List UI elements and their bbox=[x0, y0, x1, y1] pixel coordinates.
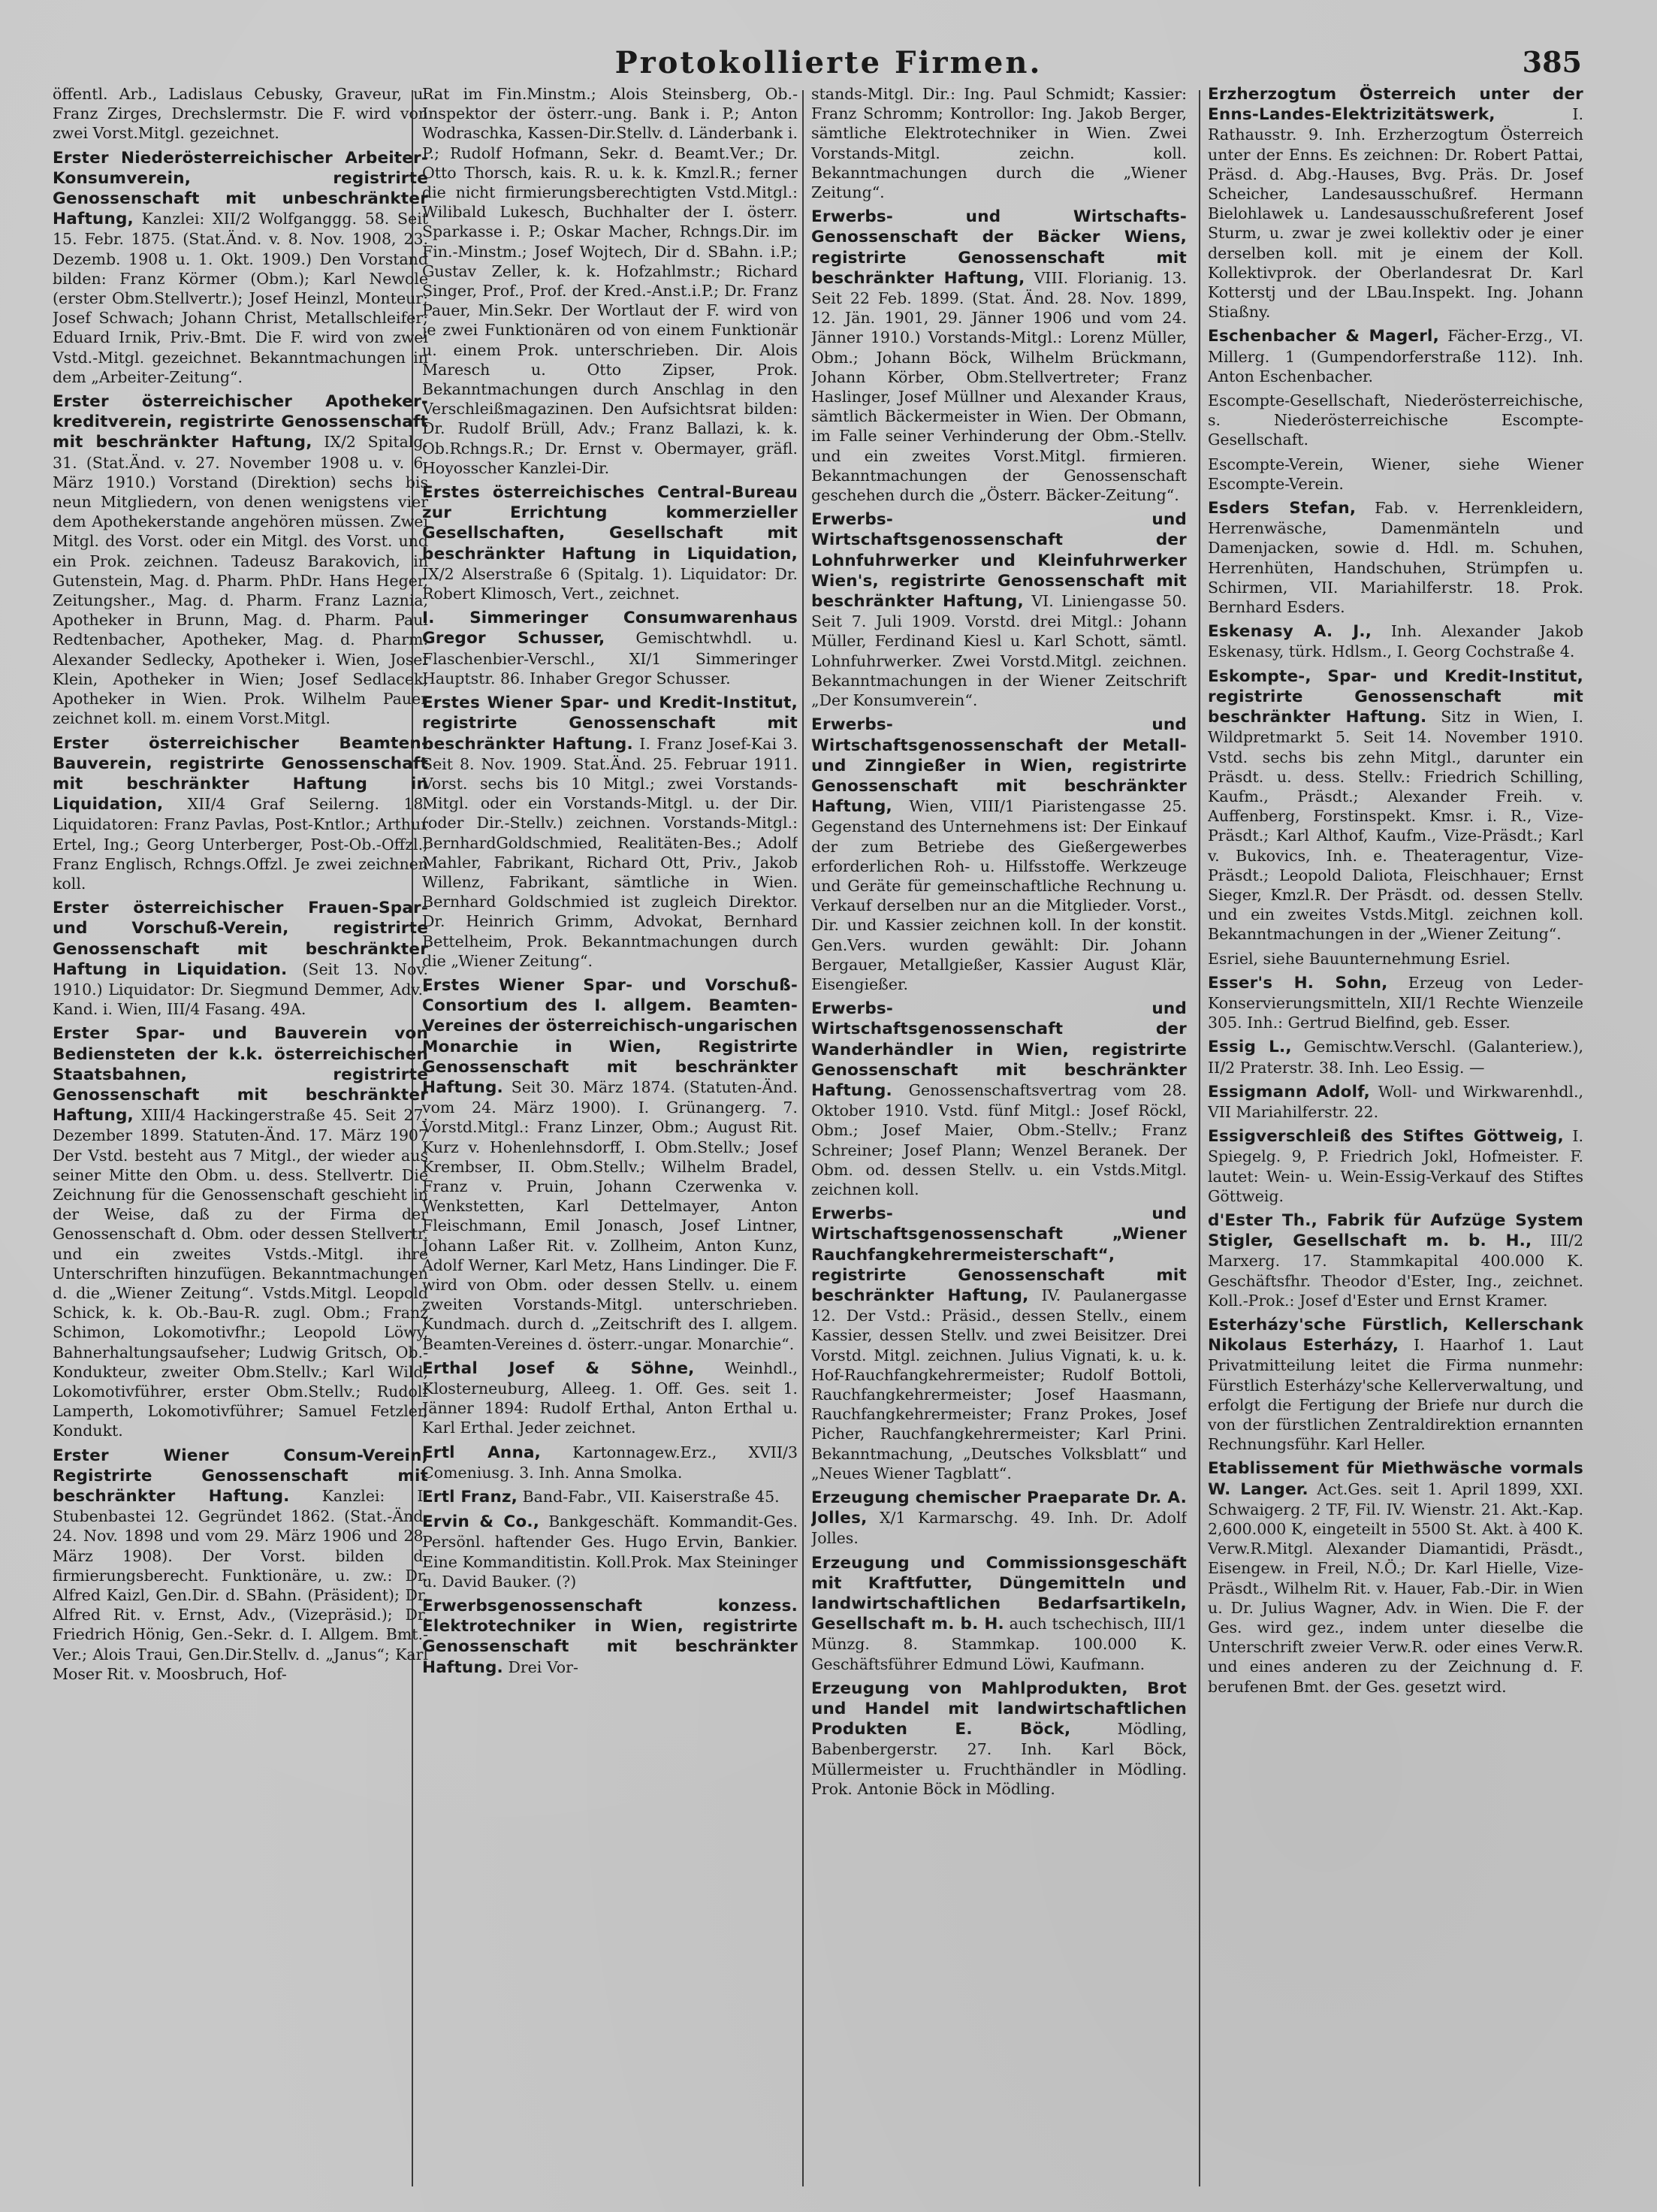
firm-details: XII/4 Graf Seilerng. 18. Liquidatoren: Franz Pavlas, Post-Kntlor.; Arthur Ertel, Ing.; Georg Unterberger, Post-Ob.-Offzl.; Franz Englisch, Rchngs.Offzl. Je zwei zeichnen koll. bbox=[53, 795, 428, 893]
firm-name: Erster Niederösterreichischer Arbeiter-Konsumverein, registrirte Genossenschaft mit unbeschränkter Haftung, bbox=[53, 148, 428, 229]
firm-name: Erster österreichischer Apotheker-kreditverein, registrirte Genossenschaft mit beschränkter Haftung, bbox=[53, 392, 428, 452]
firm-details: Genossenschaftsvertrag vom 28. Oktober 1910. Vstd. fünf Mitgl.: Josef Röckl, Obm.; Josef Maier, Obm.-Stellv.; Franz Schreiner; Josef Plann; Wenzel Beranek. Der Obm. od. dessen Stellv. u. ein Vstds.Mitgl. zeichnen koll. bbox=[811, 1080, 1187, 1198]
firm-name: Erster Spar- und Bauverein von Bediensteten der k.k. österreichischen Staatsbahnen, registrirte Genossenschaft mit beschränkter Haftung, bbox=[53, 1024, 428, 1126]
firm-entry bbox=[1208, 1210, 1583, 1310]
column-4 bbox=[1208, 84, 1583, 2188]
firm-entry bbox=[811, 509, 1187, 710]
firm-entry bbox=[1208, 621, 1583, 661]
firm-name: Erster österreichischer Beamten-Bauverein, registrirte Genossenschaft mit beschränkter Haftung in Liquidation, bbox=[53, 733, 428, 814]
firm-name: Erster österreichischer Frauen-Spar- und Vorschuß-Verein, registrirte Genossenschaft mit beschränkter Haftung in Liquidation. bbox=[53, 899, 428, 979]
firm-entry bbox=[53, 1023, 428, 1440]
firm-details: Seit 30. März 1874. (Statuten-Änd. vom 24. März 1900). I. Grünangerg. 7. Vorstd.Mitgl.: Franz Linzer, Obm.; August Rit. Kurz v. Hohenlehnsdorff, I. Obm.Stellv.; Josef Krembser, II. Obm.Stellv.; Wilhelm Bradel, Franz v. Pruin, Johann Czerwenka v. Wenkstetten, Karl Dettelmayer, Anton Fleischmann, Emil Jonasch, Josef Lintner, Johann Laßer Rit. v. Zollheim, Anton Kunz, Adolf Werner, Karl Metz, Hans Lindinger. Die F. wird von Obm. oder dessen Stellv. u. einem zweiten Vorstands-Mitgl. unterschrieben. Kundmach. durch d. „Zeitschrift des I. allgem. Beamten-Vereines d. österr.-ungar. Monarchie“. bbox=[422, 1077, 798, 1353]
firm-entry bbox=[422, 1512, 798, 1591]
firm-details: stands-Mitgl. Dir.: Ing. Paul Schmidt; Kassier: Franz Schromm; Kontrollor: Ing. Jakob Berger, sämtliche Elektrotechniker in Wien. Zwei Vorstands-Mitgl. zeichn. koll. Bekanntmachungen durch die „Wiener Zeitung“. bbox=[811, 85, 1187, 202]
firm-name: Ertl Anna, bbox=[422, 1443, 542, 1462]
firm-details: XIII/4 Hackingerstraße 45. Seit 27. Dezember 1899. Statuten-Änd. 17. März 1907 Der Vstd. besteht aus 7 Mitgl., der wieder aus seiner Mitte den Obm. u. dess. Stellvertr. Die Zeichnung für die Genossenschaft geschieht in der Weise, daß zu der Firma der Genossenschaft d. Obm. oder dessen Stellvertr. und ein zweites Vstds.-Mitgl. ihre Unterschriften hinzufügen. Bekanntmachungen d. die „Wiener Zeitung“. Vstds.Mitgl. Leopold Schick, k. k. Ob.-Bau-R. zugl. Obm.; Franz Schimon, Lokomotivfhr.; Leopold Löwy, Bahnerhaltungsaufseher; Ludwig Gritsch, Ob.-Kondukteur, zweiter Obm.Stellv.; Karl Wild, Lokomotivführer, erster Obm.Stellv.; Rudolf Lamperth, Lokomotivführer; Samuel Fetzler, Kondukt. bbox=[53, 1106, 428, 1440]
firm-entry bbox=[811, 1488, 1187, 1549]
firm-entry bbox=[1208, 455, 1583, 494]
firm-entry bbox=[811, 1679, 1187, 1799]
column-3 bbox=[811, 84, 1187, 2188]
firm-name: d'Ester Th., Fabrik für Aufzüge System Stigler, Gesellschaft m. b. H., bbox=[1208, 1210, 1583, 1251]
firm-details: Weinhdl., Klosterneuburg, Alleeg. 1. Off. Ges. seit 1. Jänner 1894: Rudolf Erthal, Anton Erthal u. Karl Erthal. Jeder zeichnet. bbox=[422, 1358, 798, 1437]
firm-details: Bankgeschäft. Kommandit-Ges. Persönl. haftender Ges. Hugo Ervin, Bankier. Eine Kommanditistin. Koll.Prok. Max Steininger u. David Bauker. (?) bbox=[422, 1512, 798, 1591]
firm-details: III/2 Marxerg. 17. Stammkapital 400.000 K. Geschäftsfhr. Theodor d'Ester, Ing., zeichnet. Koll.-Prok.: Josef d'Ester und Ernst Kramer. bbox=[1208, 1231, 1583, 1310]
firm-entry bbox=[1208, 973, 1583, 1033]
firm-entry bbox=[1208, 949, 1583, 969]
firm-name: Erzeugung chemischer Praeparate Dr. A. Jolles, bbox=[811, 1488, 1187, 1528]
firm-details: (Seit 13. Nov. 1910.) Liquidator: Dr. Siegmund Demmer, Adv.-Kand. i. Wien, III/4 Fasang. 49A. bbox=[53, 959, 428, 1019]
firm-name: Erstes Wiener Spar- und Vorschuß-Consortium des I. allgem. Beamten-Vereines der österreichisch-ungarischen Monarchie in Wien, Registrirte Genossenschaft mit beschränkter Haftung. bbox=[422, 975, 798, 1097]
firm-entry bbox=[422, 975, 798, 1354]
column-divider bbox=[1199, 90, 1200, 2186]
firm-name: Essigverschleiß des Stiftes Göttweig, bbox=[1208, 1127, 1564, 1147]
firm-entry bbox=[1208, 1082, 1583, 1122]
firm-details: Sitz in Wien, I. Wildpretmarkt 5. Seit 14. November 1910. Vstd. sechs bis zehn Mitgl., darunter ein Präsdt. u. dess. Stellv.: Friedrich Schilling, Kaufm., Präsdt.; Alexander Freih. v. Auffenberg, Forstinspekt. Kmsr. i. R., Vize-Präsdt.; Karl Althof, Kaufm., Vize-Präsdt.; Karl v. Bukovics, Inh. e. Theateragentur, Vize-Präsdt.; Leopold Daliota, Fleischhauer; Ernst Sieger, Kmzl.R. Der Präsdt. od. dessen Stellv. und ein zweites Vstds.Mitgl. zeichnen koll. Bekanntmachungen in der „Wiener Zeitung“. bbox=[1208, 708, 1583, 944]
firm-name: Essigmann Adolf, bbox=[1208, 1082, 1370, 1101]
firm-entry bbox=[422, 693, 798, 971]
firm-name: Erzherzogtum Österreich unter der Enns-Landes-Elektrizitätswerk, bbox=[1208, 85, 1583, 125]
firm-details: Gemischtwhdl. u. Flaschenbier-Verschl., XI/1 Simmeringer Hauptstr. 86. Inhaber Gregor Schusser. bbox=[422, 629, 798, 687]
firm-details: öffentl. Arb., Ladislaus Cebusky, Graveur, u. Franz Zirges, Drechslermstr. Die F. wird von zwei Vorst.Mitgl. gezeichnet. bbox=[53, 85, 428, 143]
firm-entry bbox=[1208, 391, 1583, 450]
firm-name: Erwerbs- und Wirtschaftsgenossenschaft der Wanderhändler in Wien, registrirte Genossenschaft mit beschränkter Haftung. bbox=[811, 999, 1187, 1100]
firm-details: X/1 Karmarschg. 49. Inh. Dr. Adolf Jolles. bbox=[811, 1509, 1187, 1548]
firm-name: Erthal Josef & Söhne, bbox=[422, 1358, 695, 1378]
firm-name: I. Simmeringer Consumwarenhaus Gregor Schusser, bbox=[422, 609, 798, 648]
firm-name: Erwerbs- und Wirtschaftsgenossenschaft der Metall- und Zinngießer in Wien, registrirte Genossenschaft mit beschränkter Haftung, bbox=[811, 715, 1187, 817]
firm-entry bbox=[811, 207, 1187, 505]
firm-entry bbox=[1208, 84, 1583, 322]
firm-entry bbox=[1208, 1037, 1583, 1077]
column-1 bbox=[53, 84, 428, 2188]
firm-name: Erwerbs- und Wirtschaftsgenossenschaft „Wiener Rauchfangkehrermeisterschaft“, registrirte Genossenschaft mit beschränkter Haftung, bbox=[811, 1204, 1187, 1305]
firm-details: IV. Paulanergasse 12. Der Vstd.: Präsid., dessen Stellv., einem Kassier, dessen Stellv. und zwei Beisitzer. Drei Vorstd. Mitgl. zeichnen. Julius Vignati, k. u. k. Hof-Rauchfangkehrermeister; Rudolf Bottoli, Rauchfangkehrermeister; Josef Haasmann, Rauchfangkehrermeister; Franz Prokes, Josef Picher, Rauchfangkehrermeister; Karl Prini. Bekanntmachung, „Deutsches Volksblatt“ und „Neues Wiener Tagblatt“. bbox=[811, 1286, 1187, 1482]
firm-name: Erwerbs- und Wirtschafts-Genossenschaft der Bäcker Wiens, registrirte Genossenschaft mit beschränkter Haftung, bbox=[811, 207, 1187, 288]
firm-entry bbox=[53, 1446, 428, 1684]
firm-details: I. Franz Josef-Kai 3. Seit 8. Nov. 1909. Stat.Änd. 25. Februar 1911. Vorst. sechs bis 10 Mitgl.; zwei Vorstands-Mitgl. oder ein Vorstands-Mitgl. u. der Dir. (oder Dir.-Stellv.) zeichnen. Vorstands-Mitgl.: BernhardGoldschmied, Realitäten-Bes.; Adolf Mahler, Fabrikant, Richard Ott, Priv., Jakob Willenz, Fabrikant, sämtliche in Wien. Bernhard Goldschmied ist zugleich Direktor. Dr. Heinrich Grimm, Advokat, Bernhard Bettelheim, Prok. Bekanntmachungen durch die „Wiener Zeitung“. bbox=[422, 734, 798, 970]
firm-name: Erster Wiener Consum-Verein, Registrirte Genossenschaft mit beschränkter Haftung. bbox=[53, 1446, 428, 1506]
firm-name: Erzeugung von Mahlprodukten, Brot und Handel mit landwirtschaftlichen Produkten E. Böck, bbox=[811, 1679, 1187, 1739]
firm-entry bbox=[422, 482, 798, 603]
firm-entry bbox=[422, 1487, 798, 1507]
firm-entry bbox=[811, 1553, 1187, 1674]
firm-entry bbox=[422, 1596, 798, 1678]
firm-name: Ertl Franz, bbox=[422, 1488, 518, 1507]
firm-entry bbox=[1208, 1126, 1583, 1206]
column-divider bbox=[802, 90, 804, 2186]
firm-name: Erwerbsgenossenschaft konzess. Elektrotechniker in Wien, registrirte Genossenschaft mit beschränkter Haftung. bbox=[422, 1597, 798, 1677]
firm-details: Fab. v. Herrenkleidern, Herrenwäsche, Damenmänteln und Damenjacken, sowie d. Hdl. m. Schuhen, Herrenhüten, Handschuhen, Strümpfen u. Schirmen, VII. Mariahilferstr. 18. Prok. Bernhard Esders. bbox=[1208, 499, 1583, 617]
firm-details: Kartonnagew.Erz., XVII/3 Comeniusg. 3. Inh. Anna Smolka. bbox=[422, 1443, 798, 1482]
firm-entry bbox=[53, 898, 428, 1019]
column-2 bbox=[422, 84, 798, 2188]
firm-entry bbox=[53, 391, 428, 728]
firm-details: VIII. Florianig. 13. Seit 22 Feb. 1899. (Stat. Änd. 28. Nov. 1899, 12. Jän. 1901, 29. Jänner 1906 und vom 24. Jänner 1910.) Vorstands-Mitgl.: Lorenz Müller, Obm.; Johann Böck, Wilhelm Brückmann, Johann Körber, Obm.Stellvertreter; Franz Haslinger, Josef Müllner und Alexander Kraus, sämtlich Bäckermeister in Wien. Der Obmann, im Falle seiner Verhinderung der Obm.-Stellv. und ein zweites Vorst.Mitgl. firmieren. Bekanntmachungen der Genossenschaft geschehen durch die „Österr. Bäcker-Zeitung“. bbox=[811, 268, 1187, 505]
firm-entry bbox=[1208, 1458, 1583, 1696]
firm-details: Erzeug von Leder-Konservierungsmitteln, XII/1 Rechte Wienzeile 305. Inh.: Gertrud Bielfind, geb. Esser. bbox=[1208, 973, 1583, 1032]
firm-entry bbox=[1208, 666, 1583, 944]
firm-name: Erstes österreichisches Central-Bureau zur Errichtung kommerzieller Gesellschaften, Gesellschaft mit beschränkter Haftung in Liquidation, bbox=[422, 483, 798, 564]
firm-details: Inh. Alexander Jakob Eskenasy, türk. Hdlsm., I. Georg Cochstraße 4. bbox=[1208, 622, 1583, 661]
firm-details: IX/2 Spitalg. 31. (Stat.Änd. v. 27. November 1908 u. v. 6. März 1910.) Vorstand (Direktion) sechs bis neun Mitgliedern, von denen wenigstens vier dem Apothekerstande angehören müssen. Zwei Mitgl. des Vorst. oder ein Mitgl. des Vorst. und ein Prok. zeichnen. Tadeusz Barakovich, in Gutenstein, Mag. d. Pharm. PhDr. Hans Heger, Zeitungsher., Mag. d. Pharm. Franz Laznia, Apotheker in Brunn, Mag. d. Pharm. Paul Redtenbacher, Apotheker, Mag. d. Pharm. Alexander Sedlecky, Apotheker i. Wien, Josef Klein, Apotheker in Wien; Josef Sedlacek, Apotheker in Wien. Prok. Wilhelm Pauer zeichnet koll. m. einem Vorst.Mitgl. bbox=[53, 433, 428, 728]
firm-name: Esser's H. Sohn, bbox=[1208, 973, 1388, 993]
firm-entry bbox=[1208, 1315, 1583, 1454]
firm-name: Erwerbs- und Wirtschaftsgenossenschaft der Lohnfuhrwerker und Kleinfuhrwerker Wien's, registrirte Genossenschaft mit beschränkter Haftung, bbox=[811, 510, 1187, 612]
firm-name: Eskenasy A. J., bbox=[1208, 622, 1372, 642]
firm-details: I. Haarhof 1. Laut Privatmitteilung leitet die Firma nunmehr: Fürstlich Esterházy'sche Kellerverwaltung, und erfolgt die Fertigung der Briefe nur durch die von der fürstlichen Zentraldirektion ernannten Rechnungsführ. Karl Heller. bbox=[1208, 1336, 1583, 1454]
firm-name: Eskompte-, Spar- und Kredit-Institut, registrirte Genossenschaft mit beschränkter Haftung. bbox=[1208, 666, 1583, 727]
firm-name: Eschenbacher & Magerl, bbox=[1208, 327, 1439, 346]
firm-entry bbox=[422, 608, 798, 688]
firm-details: Act.Ges. seit 1. April 1899, XXI. Schwaigerg. 2 TF, Fil. IV. Wienstr. 21. Akt.-Kap. 2,600.000 K, eingeteilt in 5500 St. Akt. à 400 K. Verw.R.Mitgl. Alexander Diamantidi, Präsdt., Eisengew. in Freil, N.Ö.; Dr. Karl Hielle, Vize-Präsdt., Wilhelm Rit. v. Hauer, Fab.-Dir. in Wien u. Dr. Julius Wagner, Adv. in Wien. Die F. der Ges. wird gez., indem unter dieselbe die Unterschrift zweier Verw.R. oder eines Verw.R. und eines anderen zu der Zeichnung d. F. berufenen Bmt. der Ges. gesetzt wird. bbox=[1208, 1479, 1583, 1696]
running-title: Protokollierte Firmen. bbox=[614, 45, 1043, 80]
firm-details: Kanzlei: XII/2 Wolfganggg. 58. Seit 15. Febr. 1875. (Stat.Änd. v. 8. Nov. 1908, 23. Dezemb. 1908 u. 1. Okt. 1909.) Den Vorstand bilden: Franz Körmer (Obm.); Karl Newole (erster Obm.Stellvertr.); Josef Heinzl, Monteur; Josef Schwach; Johann Christ, Metallschleifer; Eduard Irnik, Priv.-Bmt. Die F. wird von zwei Vstd.-Mitgl. gezeichnet. Bekanntmachungen in dem „Arbeiter-Zeitung“. bbox=[53, 210, 428, 386]
firm-entry bbox=[53, 148, 428, 387]
firm-name: Esders Stefan, bbox=[1208, 499, 1357, 518]
firm-entry bbox=[811, 999, 1187, 1199]
firm-details: Escompte-Gesellschaft, Niederösterreichische, s. Niederösterreichische Escompte-Gesellschaft. bbox=[1208, 391, 1583, 449]
firm-name: Etablissement für Miethwäsche vormals W. Langer. bbox=[1208, 1459, 1583, 1499]
firm-entry bbox=[422, 1358, 798, 1438]
page-header bbox=[0, 42, 1657, 87]
firm-entry bbox=[1208, 326, 1583, 386]
firm-details: VI. Liniengasse 50. Seit 7. Juli 1909. Vorstd. drei Mitgl.: Johann Müller, Ferdinand Kiesl u. Karl Schott, sämtl. Lohnfuhrwerker. Zwei Vorstd.Mitgl. zeichnen. Bekanntmachungen in der Wiener Zeitschrift „Der Konsumverein“. bbox=[811, 592, 1187, 710]
firm-details: Esriel, siehe Bauunternehmung Esriel. bbox=[1208, 949, 1511, 968]
firm-name: Essig L., bbox=[1208, 1038, 1292, 1057]
firm-details: I. Spiegelg. 9, P. Friedrich Jokl, Hofmeister. F. lautet: Wein- u. Wein-Essig-Verkauf des Stiftes Göttweig. bbox=[1208, 1127, 1583, 1205]
firm-name: Erstes Wiener Spar- und Kredit-Institut, registrirte Genossenschaft mit beschränkter Haftung. bbox=[422, 694, 798, 754]
firm-details: Kanzlei: I. Stubenbastei 12. Gegründet 1862. (Stat.-Änd. 24. Nov. 1898 und vom 29. März 1906 und 28. März 1908). Der Vorst. bilden d. firmierungsberecht. Funktionäre, u. zw.: Dr. Alfred Kaizl, Gen.Dir. d. SBahn. (Präsident); Dr. Alfred Rit. v. Ernst, Adv., (Vizepräsid.); Dr. Friedrich Hönig, Gen.-Sekr. d. I. Allgem. Bmt.-Ver.; Alois Traui, Gen.Dir.Stellv. d. „Janus“; Karl Moser Rit. v. Moosbruch, Hof- bbox=[53, 1487, 428, 1683]
firm-details: Woll- und Wirkwarenhdl., VII Mariahilferstr. 22. bbox=[1208, 1082, 1583, 1121]
firm-entry bbox=[811, 84, 1187, 202]
firm-name: Esterházy'sche Fürstlich, Kellerschank Nikolaus Esterházy, bbox=[1208, 1315, 1583, 1355]
firm-entry bbox=[811, 715, 1187, 994]
firm-name: Erzeugung und Commissionsgeschäft mit Kraftfutter, Düngemitteln und landwirtschaftlichen Bedarfsartikeln, Gesellschaft m. b. H. bbox=[811, 1553, 1187, 1634]
firm-details: Escompte-Verein, Wiener, siehe Wiener Escompte-Verein. bbox=[1208, 455, 1583, 493]
firm-entry bbox=[53, 84, 428, 144]
firm-details: Gemischtw.Verschl. (Galanteriew.), II/2 Praterstr. 38. Inh. Leo Essig. — bbox=[1208, 1038, 1583, 1077]
firm-entry bbox=[422, 1443, 798, 1482]
firm-entry bbox=[811, 1204, 1187, 1483]
page-number: 385 bbox=[1522, 45, 1582, 79]
firm-details: Band-Fabr., VII. Kaiserstraße 45. bbox=[522, 1488, 780, 1506]
firm-details: Wien, VIII/1 Piaristengasse 25. Gegenstand des Unternehmens ist: Der Einkauf der zum Betriebe des Gießergewerbes erforderlichen Roh- u. Hilfsstoffe. Werkzeuge und Geräte für gemeinschaftliche Rechnung u. Verkauf derselben nur an die Mitglieder. Vorst., Dir. und Kassier zeichnen koll. In der konstit. Gen.Vers. wurden gewählt: Dir. Johann Bergauer, Metallgießer, Kassier August Klär, Eisengießer. bbox=[811, 797, 1187, 993]
firm-details: Mödling, Babenbergerstr. 27. Inh. Karl Böck, Müllermeister u. Fruchthändler in Mödling. Prok. Antonie Böck in Mödling. bbox=[811, 1720, 1187, 1798]
firm-entry bbox=[422, 84, 798, 478]
firm-details: I. Rathausstr. 9. Inh. Erzherzogtum Österreich unter der Enns. Es zeichnen: Dr. Robert Pattai, Präsd. d. Abg.-Hauses, Bvg. Präs. Dr. Josef Scheicher, Landesausschußref. Hermann Bielohlawek u. Landesausschußreferent Josef Sturm, u. zwar je zwei kollektiv oder je einer derselben koll. mit je einem der Koll. Kollektivprok. der Oberlandesrat Dr. Karl Kotterstj und der LBau.Inspekt. Ing. Johann Stiaßny. bbox=[1208, 105, 1583, 322]
firm-details: auch tschechisch, III/1 Münzg. 8. Stammkap. 100.000 K. Geschäftsführer Edmund Löwi, Kaufmann. bbox=[811, 1615, 1187, 1673]
firm-details: Fächer-Erzg., VI. Millerg. 1 (Gumpendorferstraße 112). Inh. Anton Eschenbacher. bbox=[1208, 327, 1583, 385]
firm-details: IX/2 Alserstraße 6 (Spitalg. 1). Liquidator: Dr. Robert Klimosch, Vert., zeichnet. bbox=[422, 564, 798, 603]
firm-details: Drei Vor- bbox=[508, 1657, 578, 1676]
firm-details: Rat im Fin.Minstm.; Alois Steinsberg, Ob.-Inspektor der österr.-ung. Bank i. P.; Anton Wodraschka, Kassen-Dir.Stellv. d. Länderbank i. P.; Rudolf Hofmann, Sekr. d. Beamt.Ver.; Dr. Otto Thorsch, kais. R. u. k. k. Kmzl.R.; ferner die nicht firmierungsberechtigten Vstd.Mitgl.: Wilibald Lukesch, Buchhalter der I. österr. Sparkasse i. P.; Oskar Macher, Rchngs.Dir. im Fin.-Minstm.; Josef Wojtech, Dir d. SBahn. i.P.; Gustav Zeller, k. k. Hofzahlmstr.; Richard Singer, Prof., Prof. der Kred.-Anst.i.P.; Dr. Franz Pauer, Min.Sekr. Der Wortlaut der F. wird von je zwei Funktionären od von einem Funktionär u. einem Prok. unterschrieben. Dir. Alois Maresch u. Otto Zipser, Prok. Bekanntmachungen durch Anschlag in den Verschleißmagazinen. Den Aufsichtsrat bilden: Dr. Rudolf Brüll, Adv.; Franz Ballazi, k. k. Ob.Rchngs.R.; Dr. Ernst v. Obermayer, gräfl. Hoyosscher Kanzlei-Dir. bbox=[422, 85, 798, 477]
firm-entry bbox=[53, 733, 428, 894]
firm-entry bbox=[1208, 498, 1583, 617]
firm-name: Ervin & Co., bbox=[422, 1512, 540, 1532]
